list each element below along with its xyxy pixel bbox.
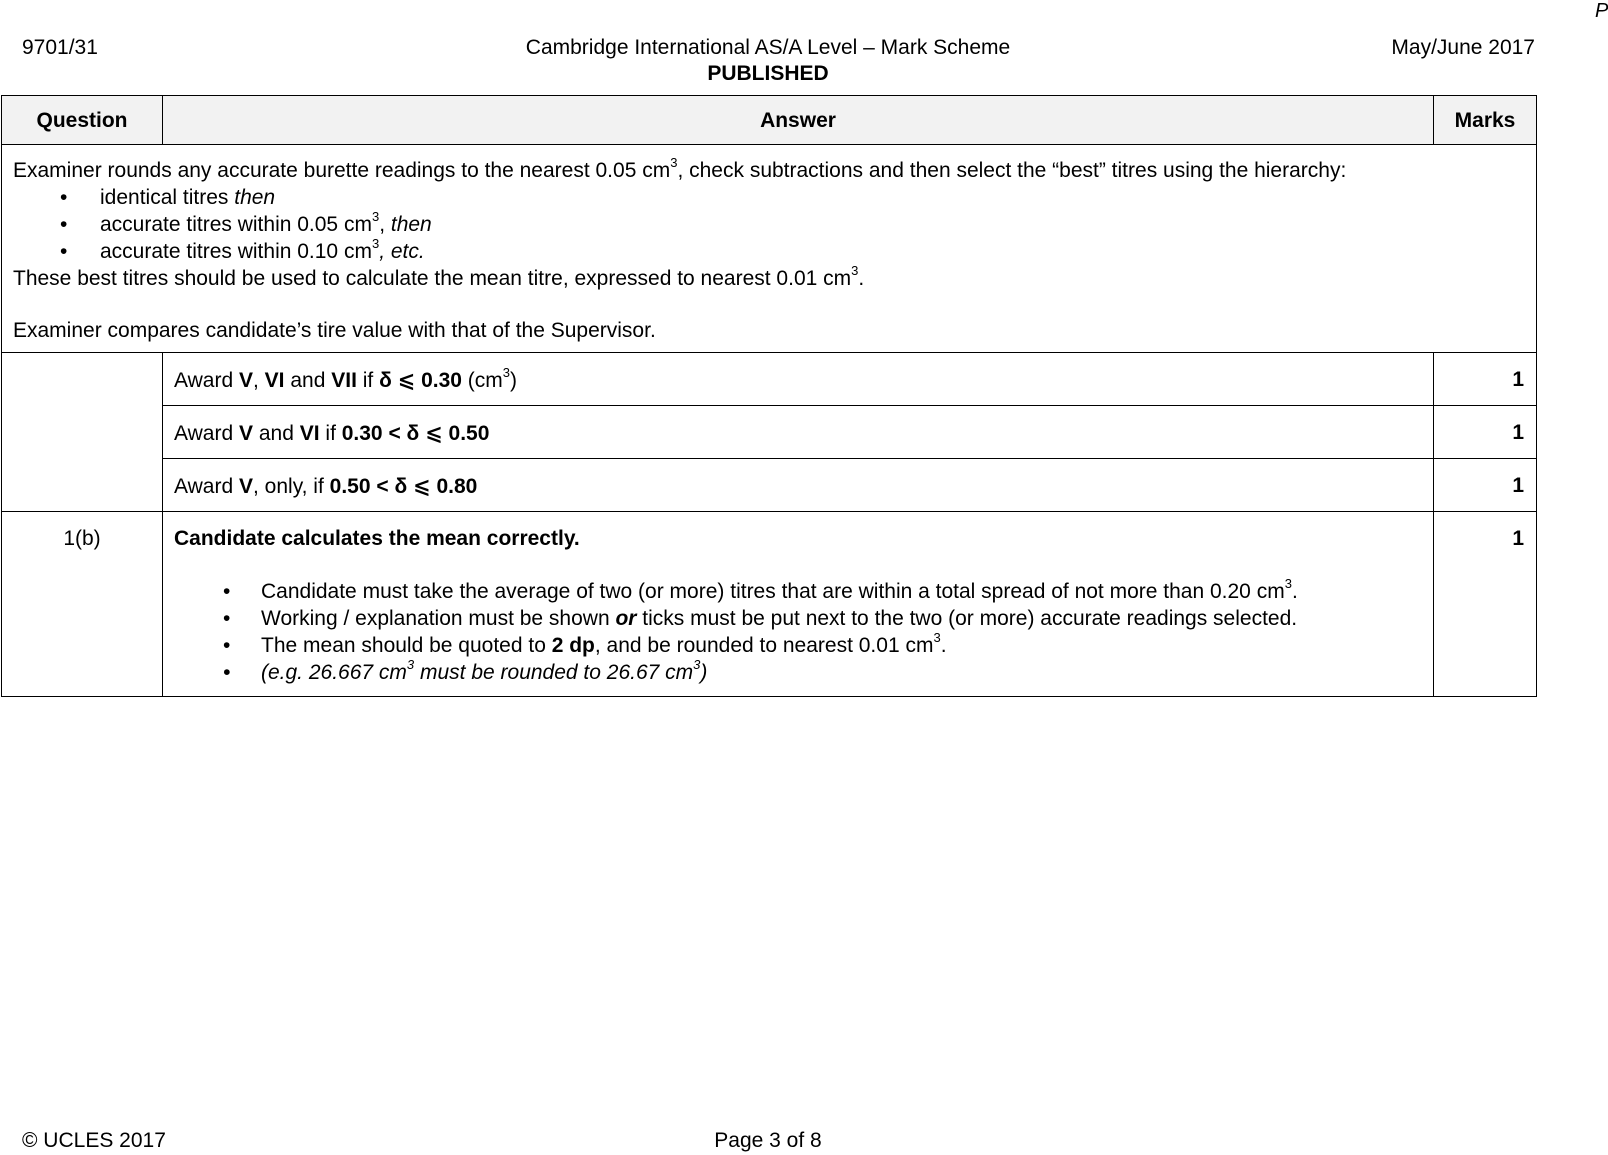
table-row <box>2 512 1537 697</box>
marks-header: Marks <box>1434 96 1537 145</box>
list-item: • The mean should be quoted to 2 dp, and be rounded to nearest 0.01 $cm^3$. <box>174 632 1422 659</box>
intro-line-2: These best titres should be used to calculate the mean titre, expressed to nearest 0.01 $cm^3$. <box>13 263 865 290</box>
question-number: 1(b) <box>2 512 163 697</box>
mark-cell: 1 <box>1434 459 1537 512</box>
answer-cell <box>163 512 1434 697</box>
mark-cell: 1 <box>1434 406 1537 459</box>
exam-session: May/June 2017 <box>1391 36 1535 59</box>
list-item: • accurate titres within 0.10 $cm^3$, etc. <box>13 238 1526 265</box>
award-cell: Award V and VI if 0.30 < δ ⩽ 0.50 <box>163 406 1434 459</box>
list-item: • Working / explanation must be shown or ticks must be put next to the two (or more) accurate readings selected. <box>174 605 1422 632</box>
question-header: Question <box>2 96 163 145</box>
award-cell: Award V, only, if 0.50 < δ ⩽ 0.80 <box>163 459 1434 512</box>
list-item: • Candidate must take the average of two (or more) titres that are within a total spread of not more than 0.20 $cm^3$. <box>174 578 1422 605</box>
page-number: Page 3 of 8 <box>714 1129 822 1152</box>
question-cell-empty <box>2 353 163 512</box>
table-header-row <box>2 96 1537 145</box>
list-item: • (e.g. 26.667 $cm^3$ must be rounded to 26.67 $cm^3$) <box>174 659 1422 686</box>
document-title: Cambridge International AS/A Level – Mark Scheme <box>525 36 1011 59</box>
table-row <box>2 406 1537 459</box>
published-label: PUBLISHED <box>707 62 829 85</box>
answer-heading: Candidate calculates the mean correctly. <box>174 527 580 550</box>
list-item: • accurate titres within 0.05 $cm^3$, then <box>13 211 1526 238</box>
list-item: • identical titres then <box>13 184 1526 211</box>
answer-header: Answer <box>163 96 1434 145</box>
intro-cell <box>2 145 1537 353</box>
hierarchy-list <box>13 184 1526 265</box>
award-cell: Award V, VI and VII if δ ⩽ 0.30 $(cm^3)$ <box>163 353 1434 406</box>
mark-cell: 1 <box>1434 512 1537 697</box>
table-row <box>2 459 1537 512</box>
paper-code: 9701/31 <box>22 36 98 59</box>
answer-list <box>174 578 1422 686</box>
intro-line-3: Examiner compares candidate’s tire value with that of the Supervisor. <box>13 319 656 342</box>
corner-mark: P <box>1595 0 1608 22</box>
mark-cell: 1 <box>1434 353 1537 406</box>
intro-line-1: Examiner rounds any accurate burette readings to the nearest 0.05 $cm^3$, check subtractions and then select the “best” titres using the hierarchy: <box>13 155 1347 182</box>
intro-row <box>2 145 1537 353</box>
copyright: © UCLES 2017 <box>22 1129 166 1152</box>
table-row <box>2 353 1537 406</box>
mark-scheme-table <box>1 95 1537 697</box>
